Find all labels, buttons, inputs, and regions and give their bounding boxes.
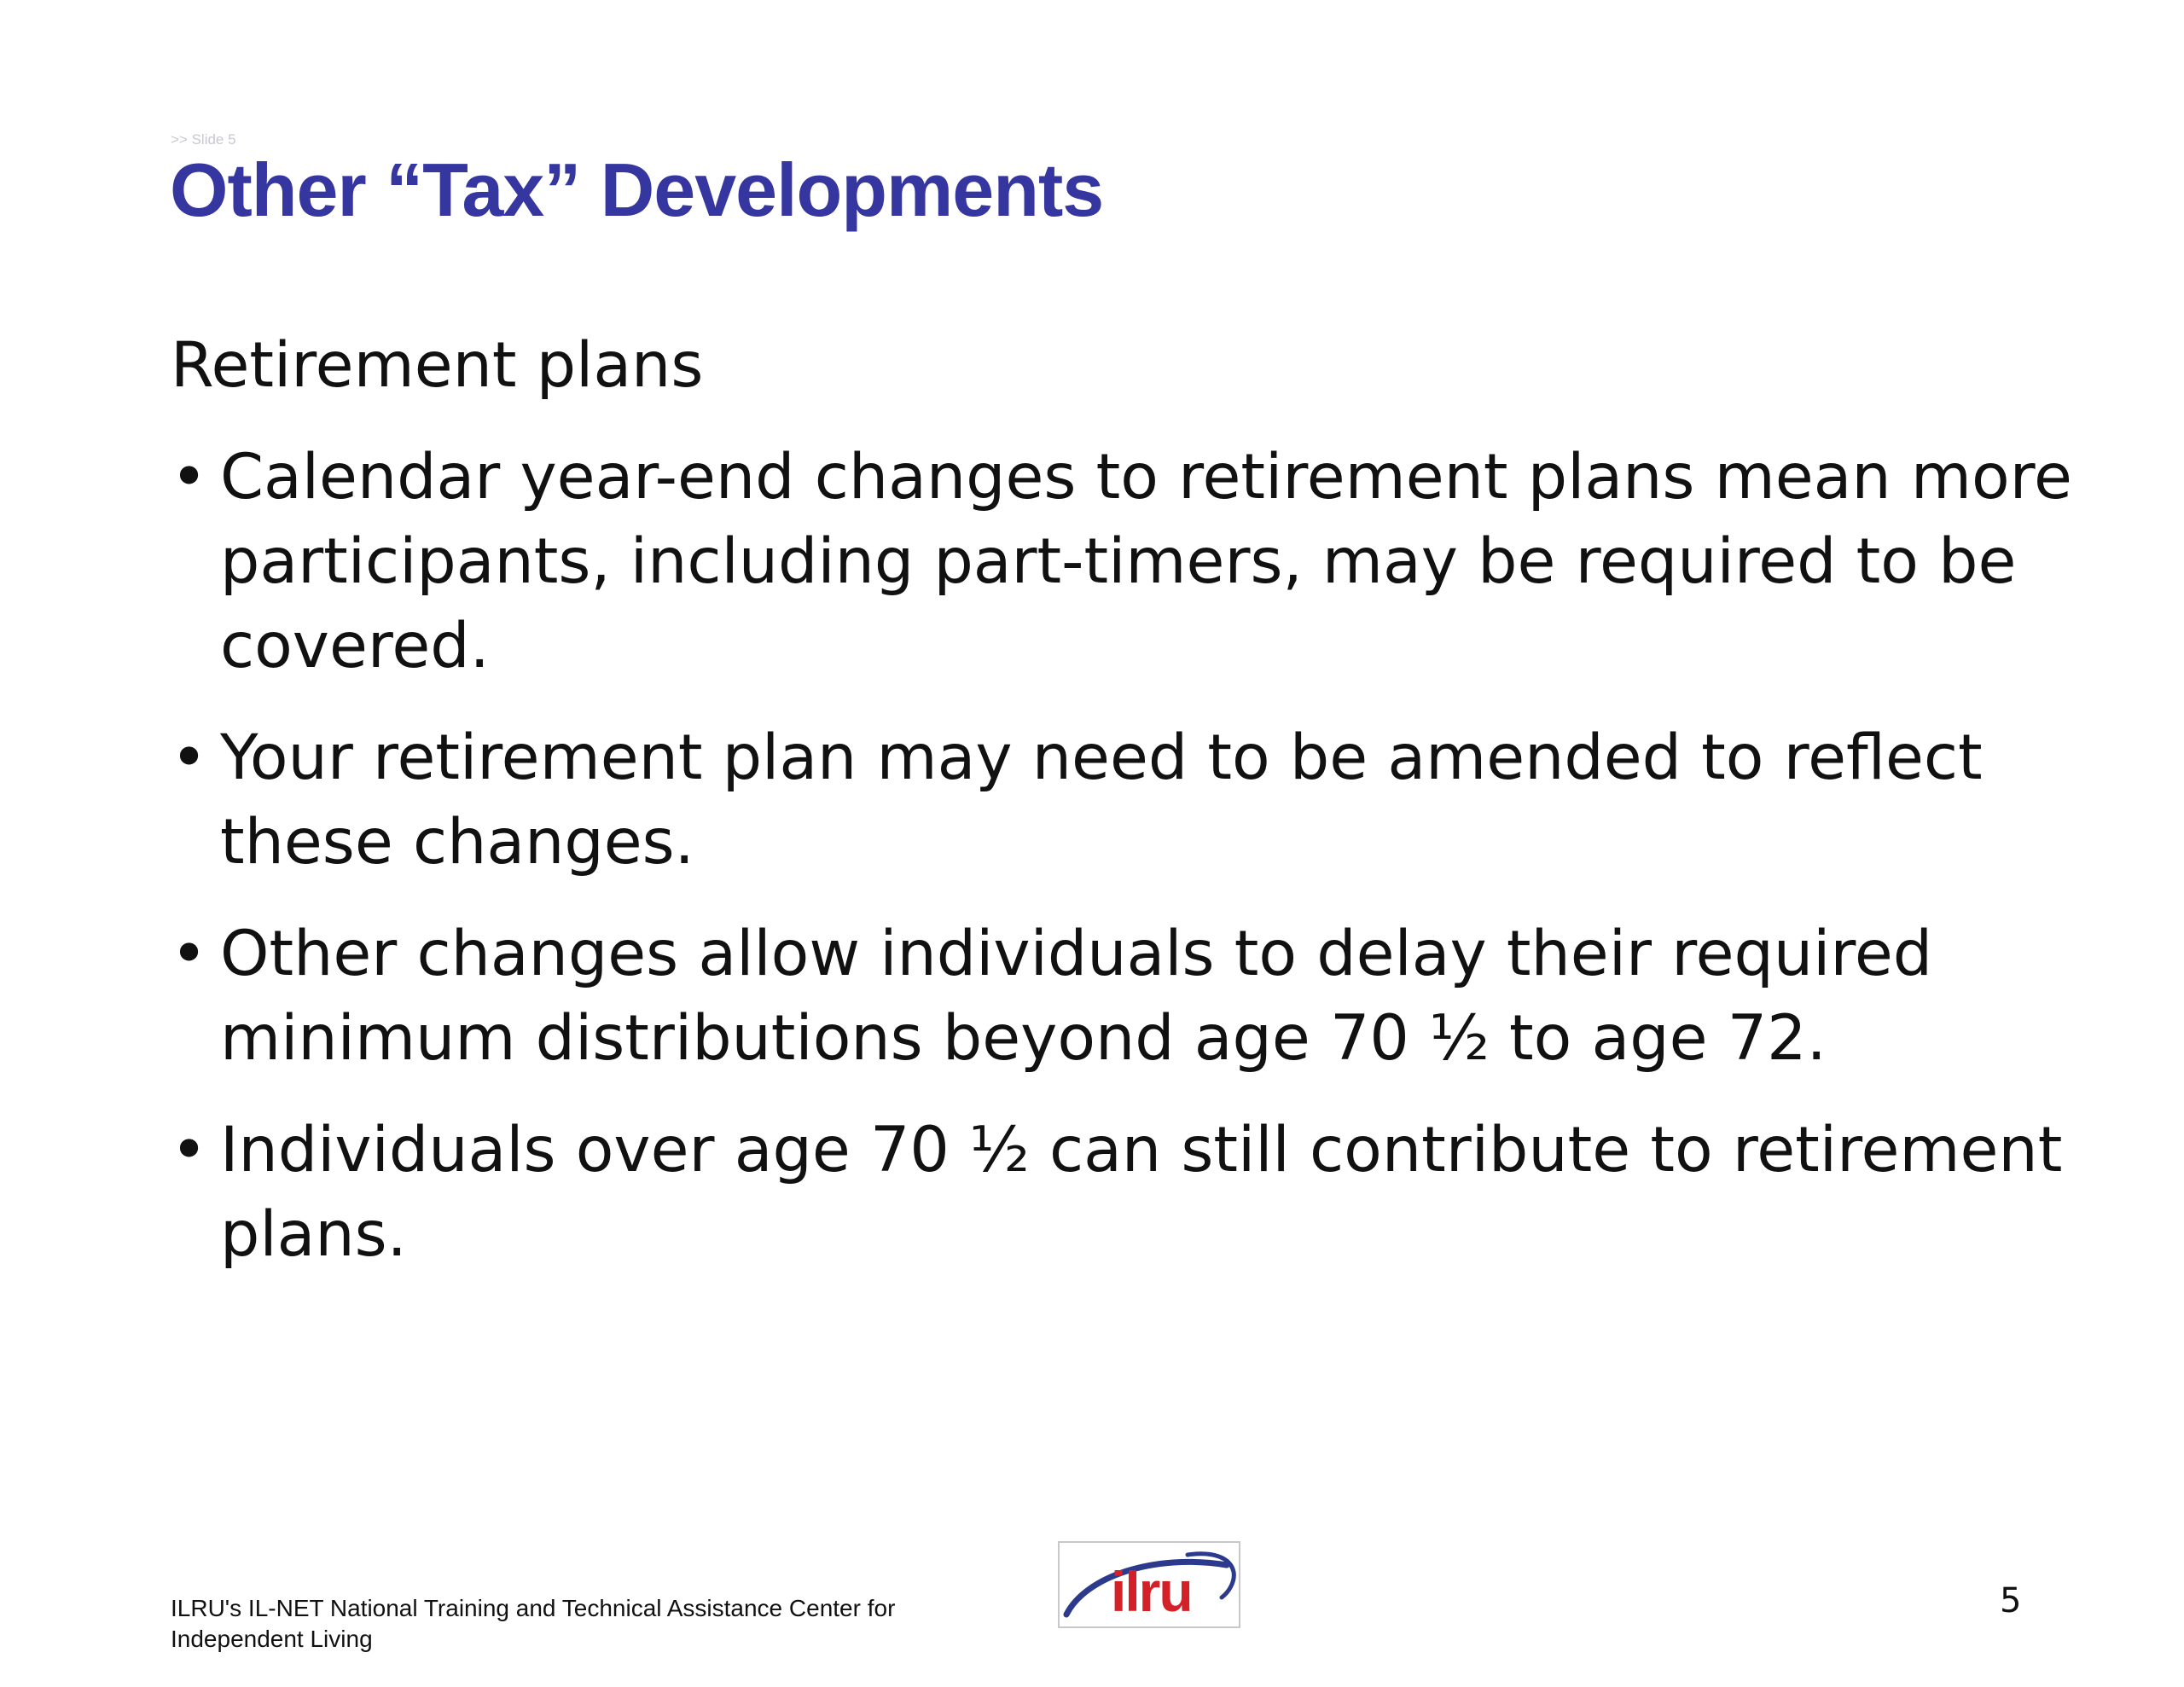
bullet-icon: • xyxy=(171,1114,208,1186)
bullet-icon: • xyxy=(171,722,208,794)
logo-text: ilru xyxy=(1111,1560,1192,1623)
bullet-text: Other changes allow individuals to delay their required minimum distributions beyond age 70 ½ to age 72. xyxy=(220,918,1933,1075)
bullet-text: Individuals over age 70 ½ can still contribute to retirement plans. xyxy=(220,1114,2063,1271)
footer-organization xyxy=(171,1593,895,1655)
bullet-icon: • xyxy=(171,441,208,513)
footer-org-line-1: ILRU's IL-NET National Training and Technical Assistance Center for xyxy=(171,1595,896,1621)
bullet-list xyxy=(171,435,2082,1277)
slide-body xyxy=(171,324,2082,1304)
ilru-logo-icon xyxy=(1058,1541,1240,1628)
bullet-text: Your retirement plan may need to be amended to reflect these changes. xyxy=(220,722,1983,878)
bullet-item xyxy=(171,716,2082,884)
bullet-item xyxy=(171,435,2082,688)
slide-marker: >> Slide 5 xyxy=(171,131,236,148)
bullet-item xyxy=(171,912,2082,1081)
bullet-item xyxy=(171,1108,2082,1277)
page-number: 5 xyxy=(2000,1581,2022,1620)
bullet-icon: • xyxy=(171,918,208,990)
slide-title: Other “Tax” Developments xyxy=(170,148,1104,232)
bullet-text: Calendar year-end changes to retirement plans mean more participants, including part-timers, may be required to be covered. xyxy=(220,441,2072,682)
footer-org-line-2: Independent Living xyxy=(171,1626,373,1652)
section-heading: Retirement plans xyxy=(171,329,704,402)
